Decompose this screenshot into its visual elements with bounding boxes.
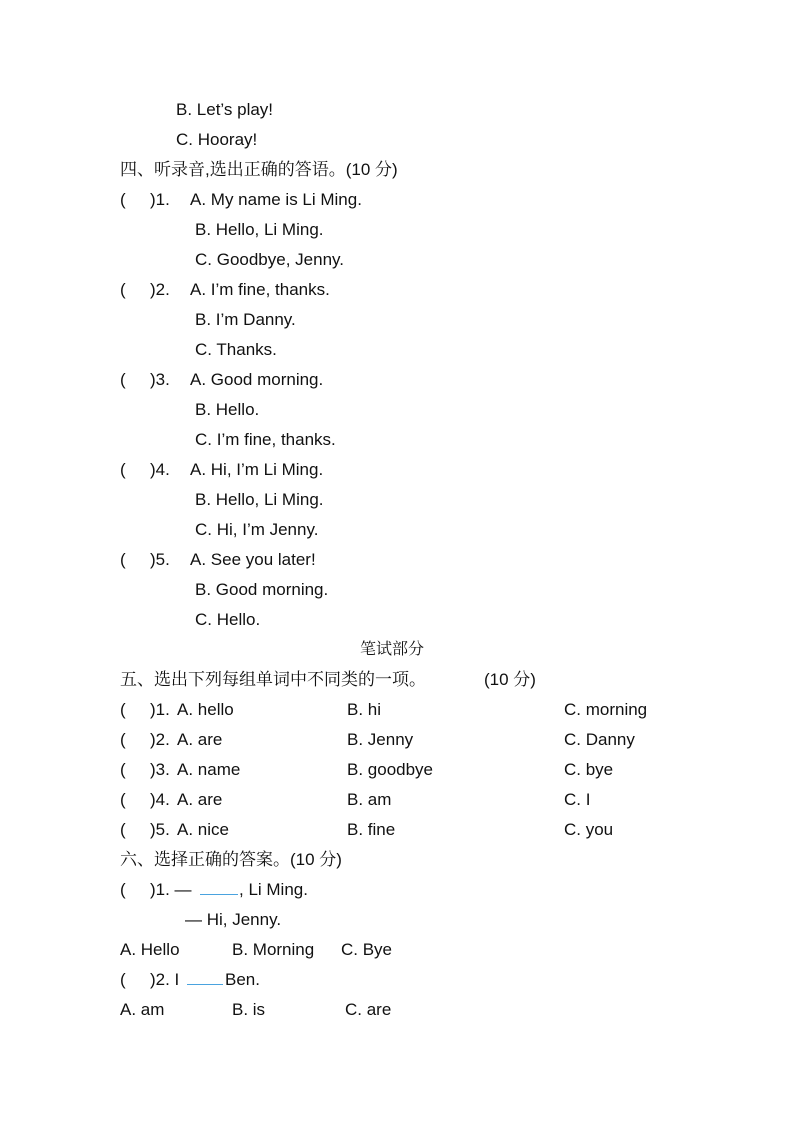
question-number: )3.	[150, 370, 170, 389]
option-c: C. Hello.	[195, 610, 261, 629]
option-c: C. Hi, I’m Jenny.	[195, 520, 319, 539]
answer-paren: (	[120, 790, 126, 809]
prev-option-b: B. Let’s play!	[176, 100, 274, 119]
question-number: )4.	[150, 460, 170, 479]
option-b: B. Good morning.	[195, 580, 329, 599]
option-c: C. I’m fine, thanks.	[195, 430, 336, 449]
option-b: B. am	[347, 790, 392, 809]
fill-in-blank[interactable]	[187, 969, 223, 991]
option-c: C. I	[564, 790, 591, 809]
question-number: )1.	[150, 700, 170, 719]
option-a: A. Hello	[120, 940, 180, 959]
section-6-title: 六、选择正确的答案。(10 分)	[120, 850, 342, 869]
section-5-title: 五、选出下列每组单词中不同类的一项。	[120, 670, 426, 689]
option-c: C. morning	[564, 700, 648, 719]
question-suffix: Ben.	[225, 970, 260, 989]
option-a: A. Good morning.	[190, 370, 324, 389]
answer-paren: (	[120, 190, 126, 209]
option-a: A. See you later!	[190, 550, 316, 569]
answer-paren: (	[120, 550, 126, 569]
option-b: B. Morning	[232, 940, 315, 959]
option-b: B. Hello, Li Ming.	[195, 490, 324, 509]
option-b: B. I’m Danny.	[195, 310, 296, 329]
option-c: C. Thanks.	[195, 340, 277, 359]
answer-paren: (	[120, 820, 126, 839]
option-a: A. are	[177, 730, 223, 749]
option-a: A. name	[177, 760, 241, 779]
option-b: B. hi	[347, 700, 382, 719]
option-a: A. nice	[177, 820, 229, 839]
answer-paren: (	[120, 760, 126, 779]
option-b: B. goodbye	[347, 760, 434, 779]
option-a: A. My name is Li Ming.	[190, 190, 362, 209]
question-prefix: )2. I	[150, 970, 180, 989]
option-b: B. is	[232, 1000, 266, 1019]
option-a: A. are	[177, 790, 223, 809]
answer-paren: (	[120, 370, 126, 389]
answer-paren: (	[120, 880, 126, 899]
answer-paren: (	[120, 280, 126, 299]
fill-in-blank[interactable]	[200, 879, 238, 901]
written-part-heading: 笔试部分	[360, 641, 425, 658]
option-b: B. Hello, Li Ming.	[195, 220, 324, 239]
answer-paren: (	[120, 700, 126, 719]
question-number: )5.	[150, 550, 170, 569]
option-c: C. are	[345, 1000, 392, 1019]
question-number: )3.	[150, 760, 170, 779]
question-number: )5.	[150, 820, 170, 839]
option-b: B. Hello.	[195, 400, 260, 419]
answer-paren: (	[120, 970, 126, 989]
question-number: )2.	[150, 730, 170, 749]
question-suffix: , Li Ming.	[239, 880, 308, 899]
option-c: C. bye	[564, 760, 614, 779]
option-c: C. Danny	[564, 730, 635, 749]
question-prefix: )1. —	[150, 880, 192, 899]
section-4-title: 四、听录音,选出正确的答语。(10 分)	[120, 160, 398, 179]
option-b: B. Jenny	[347, 730, 414, 749]
question-number: )1.	[150, 190, 170, 209]
answer-paren: (	[120, 460, 126, 479]
option-a: A. hello	[177, 700, 234, 719]
option-c: C. you	[564, 820, 614, 839]
question-number: )2.	[150, 280, 170, 299]
option-a: A. I’m fine, thanks.	[190, 280, 330, 299]
option-a: A. am	[120, 1000, 165, 1019]
question-number: )4.	[150, 790, 170, 809]
prev-option-c: C. Hooray!	[176, 130, 258, 149]
option-a: A. Hi, I’m Li Ming.	[190, 460, 324, 479]
reply-line: — Hi, Jenny.	[185, 910, 282, 929]
option-b: B. fine	[347, 820, 396, 839]
option-c: C. Goodbye, Jenny.	[195, 250, 344, 269]
section-5-score: (10 分)	[484, 670, 536, 689]
option-c: C. Bye	[341, 940, 393, 959]
answer-paren: (	[120, 730, 126, 749]
